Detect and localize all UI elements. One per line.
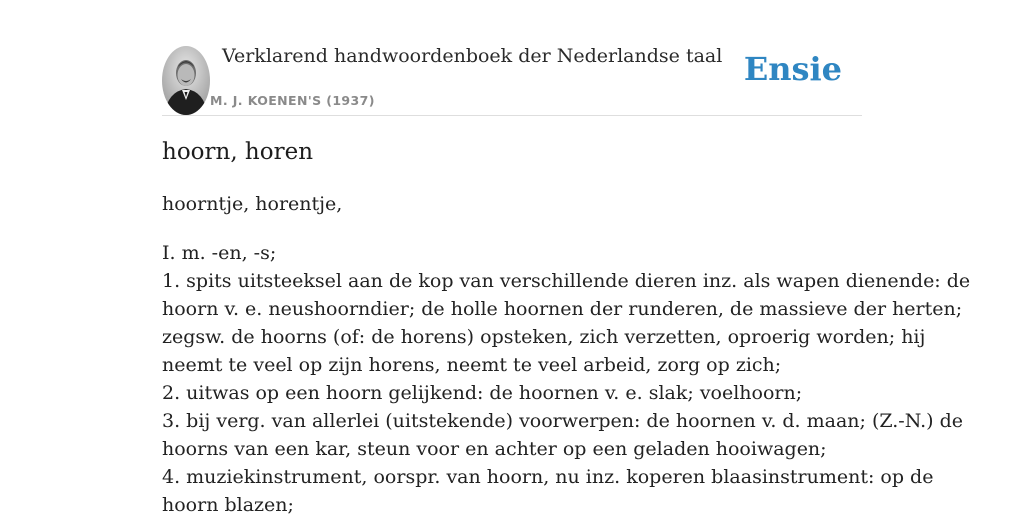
entry-body: [162, 239, 971, 519]
dictionary-subtitle: M. J. KOENEN'S (1937): [210, 93, 375, 108]
author-portrait: [162, 46, 210, 115]
entry-line: 1. spits uitsteeksel aan de kop van verschillende dieren inz. als wapen dienende: de: [162, 270, 971, 292]
entry-headword: hoorn, horen: [162, 139, 314, 165]
brand-logo-link[interactable]: Ensie: [743, 50, 842, 88]
entry-line: 2. uitwas op een hoorn gelijkend: de hoornen v. e. slak; voelhoorn;: [162, 382, 803, 404]
entry-line: hoorn v. e. neushoorndier; de holle hoornen der runderen, de massieve der herten;: [162, 298, 963, 320]
entry-line: zegsw. de hoorns (of: de horens) opsteken, zich verzetten, oproerig worden; hij: [162, 326, 926, 348]
entry-line: neemt te veel op zijn horens, neemt te veel arbeid, zorg op zich;: [162, 354, 782, 376]
entry-line: hoorn blazen;: [162, 494, 294, 516]
entry-line: 3. bij verg. van allerlei (uitstekende) voorwerpen: de hoornen v. d. maan; (Z.-N.) de: [162, 410, 964, 432]
entry-diminutive: hoorntje, horentje,: [162, 193, 343, 215]
dictionary-title: Verklarend handwoordenboek der Nederlandse taal: [222, 45, 723, 67]
entry-line: hoorns van een kar, steun voor en achter op een geladen hooiwagen;: [162, 438, 827, 460]
entry-line: I. m. -en, -s;: [162, 242, 277, 264]
entry-line: 4. muziekinstrument, oorspr. van hoorn, nu inz. koperen blaasinstrument: op de: [162, 466, 934, 488]
header-divider: [162, 115, 862, 116]
